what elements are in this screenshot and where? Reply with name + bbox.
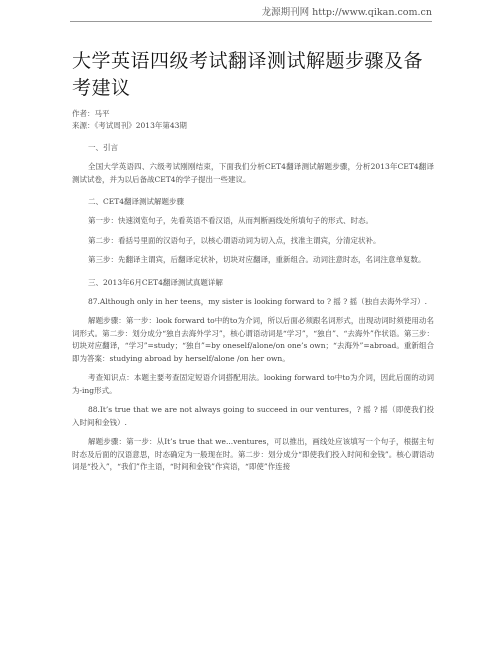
paragraph: 87.Although only in her teens，my sister is looking forward to ? 摇 ? 摇（独自去海外学习）. <box>88 296 428 306</box>
section-heading: 一、引言 <box>88 143 118 152</box>
section-heading: 三、2013年6月CET4翻译测试真题详解 <box>88 277 223 287</box>
paragraph: 考查知识点：本题主要考查固定短语介词搭配用法。looking forward to中to为介词，因此后面的动词为-ing形式。 <box>72 373 434 395</box>
section-heading: 二、CET4翻译测试解题步骤 <box>88 197 184 206</box>
header-divider <box>70 21 432 22</box>
paragraph: 88.It’s true that we are not always going to succeed in our ventures，? 摇 ? 摇（即使我们投入时间和金钱）. <box>72 405 434 427</box>
paragraph: 第三步：先翻译主谓宾，后翻译定状补，切块对应翻译，重新组合。动词注意时态，名词注意单复数。 <box>88 255 426 264</box>
paragraph: 解题步骤：第一步：look forward to中的to为介词，所以后面必须跟名词形式，出现动词时须使用动名词形式。第二步：划分成分“独自去海外学习”，核心谓语动词是“学习”，“独自”、“去海外”作状语。第三步：切块对应翻译，“学习”=study；“独自”=by oneself/alone/on one’s own；“去海外”=abroad。重新组合即为答案：studying abroad by herself/alone /on her own。 <box>72 316 434 363</box>
paragraph: 第一步：快速浏览句子，先看英语不看汉语，从而判断画线处所填句子的形式、时态。 <box>88 216 373 225</box>
header-site-text: 龙源期刊网 http://www.qikan.com.cn <box>261 7 432 18</box>
paragraph: 解题步骤：第一步：从It’s true that we...ventures，可以推出，画线处应该填写一个句子，根据主句时态及后面的汉语意思，时态确定为一般现在时。第二步：划分成分“即使我们投入时间和金钱”。核心谓语动词是“投入”，“我们”作主语，“时间和金钱”作宾语，“即使”作连接 <box>72 437 434 471</box>
article-blocks <box>72 142 434 474</box>
paragraph: 全国大学英语四、六级考试刚刚结束，下面我们分析CET4翻译测试解题步骤，分析2013年CET4翻译测试试卷，并为以后备战CET4的学子提出一些建议。 <box>72 162 434 184</box>
article-author: 作者：马平 <box>72 109 110 118</box>
paragraph: 第二步：看括号里面的汉语句子，以核心谓语动词为切入点，找准主谓宾，分清定状补。 <box>88 235 381 245</box>
article-body <box>72 48 434 474</box>
article-source: 来源：《考试周刊》2013年第43期 <box>72 121 187 130</box>
article-title: 大学英语四级考试翻译测试解题步骤及备考建议 <box>72 50 424 99</box>
